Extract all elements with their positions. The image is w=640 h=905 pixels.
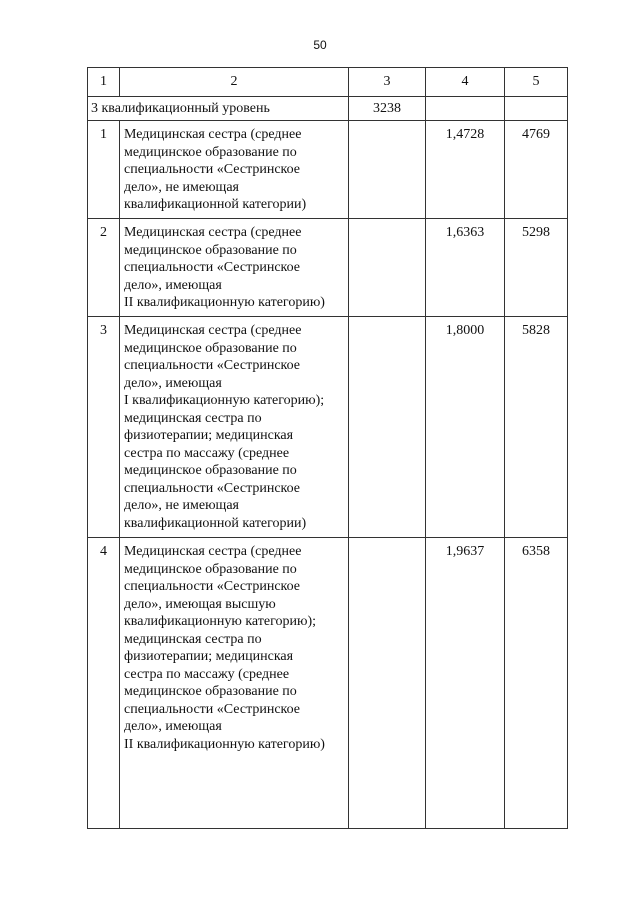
description-line: медицинское образование по (124, 144, 297, 160)
empty-cell (426, 97, 505, 121)
description-line: медицинское образование по (124, 684, 297, 699)
coefficient: 1,4728 (426, 121, 505, 219)
description-line: специальности «Сестринское (124, 358, 301, 373)
description-line: II квалификационную категорию) (124, 295, 325, 310)
description-line: Медицинская сестра (среднее (124, 323, 302, 338)
header-cell-5: 5 (505, 68, 568, 97)
description-line: квалификационной категории) (124, 515, 307, 531)
description-line: II квалификационную категорию) (124, 736, 325, 752)
qualification-level-value: 3238 (349, 97, 426, 121)
header-cell-1: 1 (88, 68, 120, 97)
description-line: квалификационной категории) (124, 197, 307, 212)
description-line: квалификационную категорию); (124, 614, 317, 629)
description-line: специальности «Сестринское (124, 162, 301, 177)
position-description (120, 121, 349, 219)
qualification-level-row (88, 97, 568, 121)
description-line: дело», имеющая (124, 375, 222, 391)
description-line: дело», имеющая (124, 719, 222, 734)
coefficient: 1,6363 (426, 219, 505, 317)
empty-cell (505, 97, 568, 121)
description-line: специальности «Сестринское (124, 701, 301, 717)
description-line: Медицинская сестра (среднее (124, 544, 302, 559)
row-number: 2 (88, 219, 120, 317)
description-line: дело», имеющая высшую (124, 596, 276, 612)
description-line: специальности «Сестринское (124, 260, 301, 275)
empty-cell (349, 219, 426, 317)
qualification-level-label: 3 квалификационный уровень (88, 97, 349, 121)
description-line: физиотерапии; медицинская (124, 428, 294, 443)
description-line: Медицинская сестра (среднее (124, 225, 302, 240)
description-line: медицинское образование по (124, 561, 297, 577)
description-line: Медицинская сестра (среднее (124, 127, 302, 142)
salary: 4769 (505, 121, 568, 219)
description-line: медицинское образование по (124, 340, 297, 356)
salary: 6358 (505, 538, 568, 829)
header-cell-4: 4 (426, 68, 505, 97)
coefficient: 1,9637 (426, 538, 505, 829)
table-row (88, 538, 568, 829)
table-row (88, 121, 568, 219)
description-line: дело», имеющая (124, 277, 222, 293)
description-line: дело», не имеющая (124, 498, 239, 513)
row-number: 4 (88, 538, 120, 829)
row-number: 1 (88, 121, 120, 219)
empty-cell (349, 538, 426, 829)
coefficient: 1,8000 (426, 317, 505, 538)
description-line: дело», не имеющая (124, 179, 239, 195)
header-row (88, 68, 568, 97)
description-line: медицинское образование по (124, 242, 297, 258)
description-line: медицинская сестра по (124, 631, 262, 647)
description-line: I квалификационную категорию); (124, 393, 325, 408)
empty-cell (349, 317, 426, 538)
description-line: медицинское образование по (124, 463, 297, 478)
empty-cell (349, 121, 426, 219)
page-number: 50 (313, 38, 327, 52)
salary-table (87, 67, 568, 829)
position-description (120, 538, 349, 829)
header-cell-2: 2 (120, 68, 349, 97)
position-description (120, 219, 349, 317)
row-number: 3 (88, 317, 120, 538)
description-line: сестра по массажу (среднее (124, 666, 290, 682)
description-line: физиотерапии; медицинская (124, 649, 294, 664)
description-line: медицинская сестра по (124, 410, 262, 426)
salary: 5298 (505, 219, 568, 317)
description-line: сестра по массажу (среднее (124, 445, 290, 461)
position-description (120, 317, 349, 538)
description-line: специальности «Сестринское (124, 579, 301, 594)
salary: 5828 (505, 317, 568, 538)
table-row (88, 317, 568, 538)
table-row (88, 219, 568, 317)
description-line: специальности «Сестринское (124, 480, 301, 496)
header-cell-3: 3 (349, 68, 426, 97)
